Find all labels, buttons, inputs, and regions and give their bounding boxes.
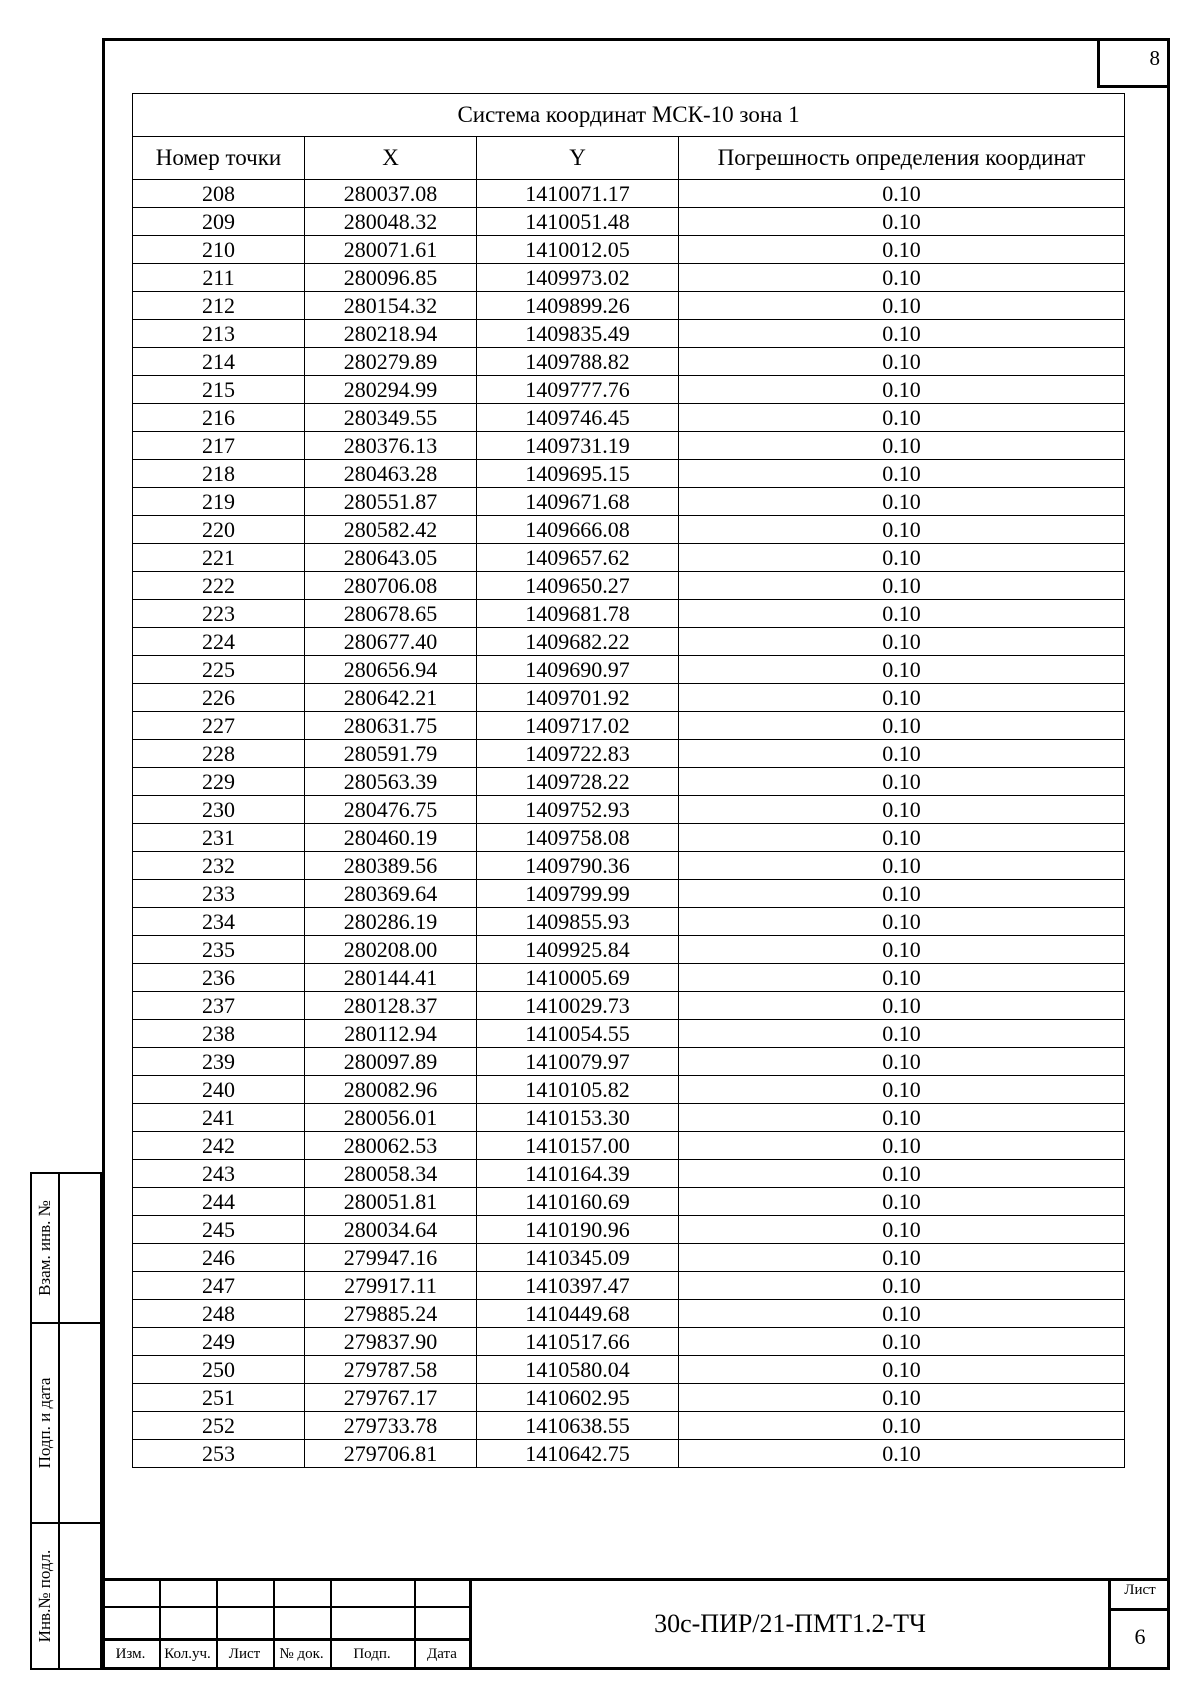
accuracy-cell: 0.10 <box>679 1412 1125 1440</box>
point-number-cell: 234 <box>133 908 305 936</box>
table-row <box>133 544 1125 572</box>
point-number-cell: 211 <box>133 264 305 292</box>
x-cell: 280643.05 <box>305 544 477 572</box>
x-cell: 280082.96 <box>305 1076 477 1104</box>
x-cell: 280062.53 <box>305 1132 477 1160</box>
accuracy-cell: 0.10 <box>679 348 1125 376</box>
y-cell: 1410054.55 <box>477 1020 679 1048</box>
x-cell: 280048.32 <box>305 208 477 236</box>
table-row <box>133 320 1125 348</box>
y-cell: 1409835.49 <box>477 320 679 348</box>
y-cell: 1409681.78 <box>477 600 679 628</box>
point-number-cell: 250 <box>133 1356 305 1384</box>
x-cell: 280112.94 <box>305 1020 477 1048</box>
table-row <box>133 292 1125 320</box>
point-number-cell: 229 <box>133 768 305 796</box>
x-cell: 280128.37 <box>305 992 477 1020</box>
point-number-cell: 208 <box>133 180 305 208</box>
y-cell: 1410190.96 <box>477 1216 679 1244</box>
point-number-cell: 251 <box>133 1384 305 1412</box>
y-cell: 1410071.17 <box>477 180 679 208</box>
accuracy-cell: 0.10 <box>679 488 1125 516</box>
point-number-cell: 240 <box>133 1076 305 1104</box>
x-cell: 280677.40 <box>305 628 477 656</box>
table-row <box>133 684 1125 712</box>
strip-podp-data <box>30 1322 102 1524</box>
x-cell: 280349.55 <box>305 404 477 432</box>
y-cell: 1409671.68 <box>477 488 679 516</box>
col-data: Дата <box>427 1646 457 1662</box>
point-number-cell: 225 <box>133 656 305 684</box>
col-izm: Изм. <box>115 1646 146 1662</box>
point-number-cell: 223 <box>133 600 305 628</box>
y-cell: 1409690.97 <box>477 656 679 684</box>
x-cell: 280071.61 <box>305 236 477 264</box>
point-number-cell: 236 <box>133 964 305 992</box>
y-cell: 1410105.82 <box>477 1076 679 1104</box>
x-cell: 279733.78 <box>305 1412 477 1440</box>
point-number-cell: 248 <box>133 1300 305 1328</box>
x-cell: 280706.08 <box>305 572 477 600</box>
point-number-cell: 226 <box>133 684 305 712</box>
point-number-cell: 233 <box>133 880 305 908</box>
point-number-cell: 247 <box>133 1272 305 1300</box>
table-row <box>133 880 1125 908</box>
x-cell: 280218.94 <box>305 320 477 348</box>
accuracy-cell: 0.10 <box>679 852 1125 880</box>
table-row <box>133 208 1125 236</box>
accuracy-cell: 0.10 <box>679 628 1125 656</box>
point-number-cell: 224 <box>133 628 305 656</box>
accuracy-cell: 0.10 <box>679 460 1125 488</box>
y-cell: 1409777.76 <box>477 376 679 404</box>
point-number-cell: 243 <box>133 1160 305 1188</box>
y-cell: 1409695.15 <box>477 460 679 488</box>
accuracy-cell: 0.10 <box>679 1132 1125 1160</box>
accuracy-cell: 0.10 <box>679 908 1125 936</box>
accuracy-cell: 0.10 <box>679 1272 1125 1300</box>
y-cell: 1409682.22 <box>477 628 679 656</box>
table-row <box>133 348 1125 376</box>
x-cell: 280551.87 <box>305 488 477 516</box>
table-row <box>133 992 1125 1020</box>
accuracy-cell: 0.10 <box>679 768 1125 796</box>
accuracy-cell: 0.10 <box>679 684 1125 712</box>
table-row <box>133 1356 1125 1384</box>
header-accuracy: Погрешность определения координат <box>679 137 1125 180</box>
table-row <box>133 264 1125 292</box>
accuracy-cell: 0.10 <box>679 1020 1125 1048</box>
x-cell: 279837.90 <box>305 1328 477 1356</box>
y-cell: 1409899.26 <box>477 292 679 320</box>
table-row <box>133 488 1125 516</box>
accuracy-cell: 0.10 <box>679 1076 1125 1104</box>
y-cell: 1410029.73 <box>477 992 679 1020</box>
point-number-cell: 212 <box>133 292 305 320</box>
y-cell: 1410397.47 <box>477 1272 679 1300</box>
label-podp-data: Подп. и дата <box>35 1377 54 1469</box>
strip-vzam-inv <box>30 1172 102 1324</box>
x-cell: 280376.13 <box>305 432 477 460</box>
point-number-cell: 214 <box>133 348 305 376</box>
x-cell: 280144.41 <box>305 964 477 992</box>
table-row <box>133 908 1125 936</box>
point-number-cell: 238 <box>133 1020 305 1048</box>
y-cell: 1410051.48 <box>477 208 679 236</box>
y-cell: 1410449.68 <box>477 1300 679 1328</box>
point-number-cell: 245 <box>133 1216 305 1244</box>
y-cell: 1410517.66 <box>477 1328 679 1356</box>
accuracy-cell: 0.10 <box>679 1048 1125 1076</box>
header-x: X <box>305 137 477 180</box>
point-number-cell: 241 <box>133 1104 305 1132</box>
x-cell: 280591.79 <box>305 740 477 768</box>
point-number-cell: 244 <box>133 1188 305 1216</box>
table-row <box>133 1300 1125 1328</box>
y-cell: 1409717.02 <box>477 712 679 740</box>
table-row <box>133 936 1125 964</box>
table-row <box>133 1272 1125 1300</box>
x-cell: 280631.75 <box>305 712 477 740</box>
x-cell: 279885.24 <box>305 1300 477 1328</box>
table-row <box>133 600 1125 628</box>
table-row <box>133 1048 1125 1076</box>
strip-inv-podl <box>30 1522 102 1670</box>
table-row <box>133 572 1125 600</box>
y-cell: 1410157.00 <box>477 1132 679 1160</box>
accuracy-cell: 0.10 <box>679 1328 1125 1356</box>
point-number-cell: 239 <box>133 1048 305 1076</box>
accuracy-cell: 0.10 <box>679 1216 1125 1244</box>
point-number-cell: 228 <box>133 740 305 768</box>
point-number-cell: 253 <box>133 1440 305 1468</box>
label-vzam-inv: Взам. инв. № <box>35 1200 54 1296</box>
table-row <box>133 796 1125 824</box>
table-row <box>133 768 1125 796</box>
table-row <box>133 712 1125 740</box>
x-cell: 280582.42 <box>305 516 477 544</box>
table-row <box>133 180 1125 208</box>
sheet-number: 6 <box>1134 1624 1146 1649</box>
point-number-cell: 215 <box>133 376 305 404</box>
point-number-cell: 219 <box>133 488 305 516</box>
y-cell: 1409731.19 <box>477 432 679 460</box>
point-number-cell: 249 <box>133 1328 305 1356</box>
accuracy-cell: 0.10 <box>679 208 1125 236</box>
point-number-cell: 237 <box>133 992 305 1020</box>
accuracy-cell: 0.10 <box>679 432 1125 460</box>
point-number-cell: 232 <box>133 852 305 880</box>
table-row <box>133 376 1125 404</box>
x-cell: 280463.28 <box>305 460 477 488</box>
x-cell: 280678.65 <box>305 600 477 628</box>
point-number-cell: 217 <box>133 432 305 460</box>
point-number-cell: 218 <box>133 460 305 488</box>
y-cell: 1410638.55 <box>477 1412 679 1440</box>
y-cell: 1410012.05 <box>477 236 679 264</box>
x-cell: 280642.21 <box>305 684 477 712</box>
table-row <box>133 1384 1125 1412</box>
y-cell: 1409973.02 <box>477 264 679 292</box>
accuracy-cell: 0.10 <box>679 264 1125 292</box>
table-row <box>133 1244 1125 1272</box>
x-cell: 280656.94 <box>305 656 477 684</box>
x-cell: 280034.64 <box>305 1216 477 1244</box>
page-number: 8 <box>1097 38 1170 88</box>
accuracy-cell: 0.10 <box>679 376 1125 404</box>
x-cell: 280058.34 <box>305 1160 477 1188</box>
point-number-cell: 209 <box>133 208 305 236</box>
y-cell: 1409788.82 <box>477 348 679 376</box>
x-cell: 280563.39 <box>305 768 477 796</box>
x-cell: 280279.89 <box>305 348 477 376</box>
accuracy-cell: 0.10 <box>679 404 1125 432</box>
coordinates-table <box>132 93 1125 1468</box>
accuracy-cell: 0.10 <box>679 572 1125 600</box>
point-number-cell: 216 <box>133 404 305 432</box>
y-cell: 1409666.08 <box>477 516 679 544</box>
x-cell: 280097.89 <box>305 1048 477 1076</box>
accuracy-cell: 0.10 <box>679 740 1125 768</box>
header-point-number: Номер точки <box>133 137 305 180</box>
y-cell: 1410160.69 <box>477 1188 679 1216</box>
table-row <box>133 1160 1125 1188</box>
table-row <box>133 460 1125 488</box>
y-cell: 1409650.27 <box>477 572 679 600</box>
accuracy-cell: 0.10 <box>679 1356 1125 1384</box>
y-cell: 1410153.30 <box>477 1104 679 1132</box>
x-cell: 280037.08 <box>305 180 477 208</box>
point-number-cell: 242 <box>133 1132 305 1160</box>
col-kol-uch: Кол.уч. <box>164 1646 211 1662</box>
table-row <box>133 1328 1125 1356</box>
y-cell: 1409746.45 <box>477 404 679 432</box>
y-cell: 1409722.83 <box>477 740 679 768</box>
point-number-cell: 235 <box>133 936 305 964</box>
table-row <box>133 1132 1125 1160</box>
accuracy-cell: 0.10 <box>679 292 1125 320</box>
x-cell: 280096.85 <box>305 264 477 292</box>
x-cell: 279947.16 <box>305 1244 477 1272</box>
point-number-cell: 222 <box>133 572 305 600</box>
point-number-cell: 227 <box>133 712 305 740</box>
y-cell: 1410642.75 <box>477 1440 679 1468</box>
accuracy-cell: 0.10 <box>679 712 1125 740</box>
x-cell: 280154.32 <box>305 292 477 320</box>
y-cell: 1409752.93 <box>477 796 679 824</box>
x-cell: 280460.19 <box>305 824 477 852</box>
table-row <box>133 404 1125 432</box>
table-row <box>133 516 1125 544</box>
table-row <box>133 852 1125 880</box>
accuracy-cell: 0.10 <box>679 824 1125 852</box>
table-row <box>133 740 1125 768</box>
accuracy-cell: 0.10 <box>679 1188 1125 1216</box>
accuracy-cell: 0.10 <box>679 656 1125 684</box>
y-cell: 1410005.69 <box>477 964 679 992</box>
y-cell: 1409790.36 <box>477 852 679 880</box>
table-row <box>133 1076 1125 1104</box>
point-number-cell: 210 <box>133 236 305 264</box>
accuracy-cell: 0.10 <box>679 320 1125 348</box>
table-row <box>133 824 1125 852</box>
accuracy-cell: 0.10 <box>679 1384 1125 1412</box>
accuracy-cell: 0.10 <box>679 516 1125 544</box>
y-cell: 1410580.04 <box>477 1356 679 1384</box>
table-row <box>133 1104 1125 1132</box>
point-number-cell: 246 <box>133 1244 305 1272</box>
y-cell: 1409855.93 <box>477 908 679 936</box>
accuracy-cell: 0.10 <box>679 236 1125 264</box>
x-cell: 280208.00 <box>305 936 477 964</box>
accuracy-cell: 0.10 <box>679 1244 1125 1272</box>
y-cell: 1410079.97 <box>477 1048 679 1076</box>
col-list: Лист <box>228 1646 261 1662</box>
accuracy-cell: 0.10 <box>679 936 1125 964</box>
sheet-label: Лист <box>1124 1582 1156 1598</box>
y-cell: 1409657.62 <box>477 544 679 572</box>
point-number-cell: 230 <box>133 796 305 824</box>
table-row <box>133 1440 1125 1468</box>
x-cell: 280056.01 <box>305 1104 477 1132</box>
accuracy-cell: 0.10 <box>679 600 1125 628</box>
accuracy-cell: 0.10 <box>679 180 1125 208</box>
accuracy-cell: 0.10 <box>679 544 1125 572</box>
x-cell: 279767.17 <box>305 1384 477 1412</box>
point-number-cell: 213 <box>133 320 305 348</box>
point-number-cell: 221 <box>133 544 305 572</box>
x-cell: 280476.75 <box>305 796 477 824</box>
y-cell: 1410602.95 <box>477 1384 679 1412</box>
col-podp: Подп. <box>353 1646 391 1662</box>
table-row <box>133 656 1125 684</box>
x-cell: 279787.58 <box>305 1356 477 1384</box>
table-row <box>133 432 1125 460</box>
y-cell: 1409799.99 <box>477 880 679 908</box>
accuracy-cell: 0.10 <box>679 1300 1125 1328</box>
table-row <box>133 236 1125 264</box>
point-number-cell: 220 <box>133 516 305 544</box>
accuracy-cell: 0.10 <box>679 1440 1125 1468</box>
accuracy-cell: 0.10 <box>679 964 1125 992</box>
table-row <box>133 1412 1125 1440</box>
table-row <box>133 1020 1125 1048</box>
y-cell: 1409925.84 <box>477 936 679 964</box>
x-cell: 280369.64 <box>305 880 477 908</box>
col-doc-no: № док. <box>279 1646 324 1662</box>
x-cell: 279917.11 <box>305 1272 477 1300</box>
table-row <box>133 628 1125 656</box>
header-y: Y <box>477 137 679 180</box>
y-cell: 1410345.09 <box>477 1244 679 1272</box>
x-cell: 280051.81 <box>305 1188 477 1216</box>
accuracy-cell: 0.10 <box>679 880 1125 908</box>
title-block <box>102 1578 1170 1670</box>
table-row <box>133 1188 1125 1216</box>
x-cell: 280286.19 <box>305 908 477 936</box>
y-cell: 1409758.08 <box>477 824 679 852</box>
label-inv-podl: Инв.№ подл. <box>35 1549 54 1643</box>
x-cell: 280389.56 <box>305 852 477 880</box>
table-caption: Система координат МСК-10 зона 1 <box>133 94 1125 137</box>
y-cell: 1409701.92 <box>477 684 679 712</box>
document-code: 30с-ПИР/21-ПМТ1.2-ТЧ <box>654 1609 926 1638</box>
table-row <box>133 1216 1125 1244</box>
table-row <box>133 964 1125 992</box>
y-cell: 1410164.39 <box>477 1160 679 1188</box>
x-cell: 279706.81 <box>305 1440 477 1468</box>
point-number-cell: 231 <box>133 824 305 852</box>
x-cell: 280294.99 <box>305 376 477 404</box>
accuracy-cell: 0.10 <box>679 992 1125 1020</box>
table-body <box>133 180 1125 1468</box>
accuracy-cell: 0.10 <box>679 1160 1125 1188</box>
accuracy-cell: 0.10 <box>679 796 1125 824</box>
y-cell: 1409728.22 <box>477 768 679 796</box>
accuracy-cell: 0.10 <box>679 1104 1125 1132</box>
point-number-cell: 252 <box>133 1412 305 1440</box>
